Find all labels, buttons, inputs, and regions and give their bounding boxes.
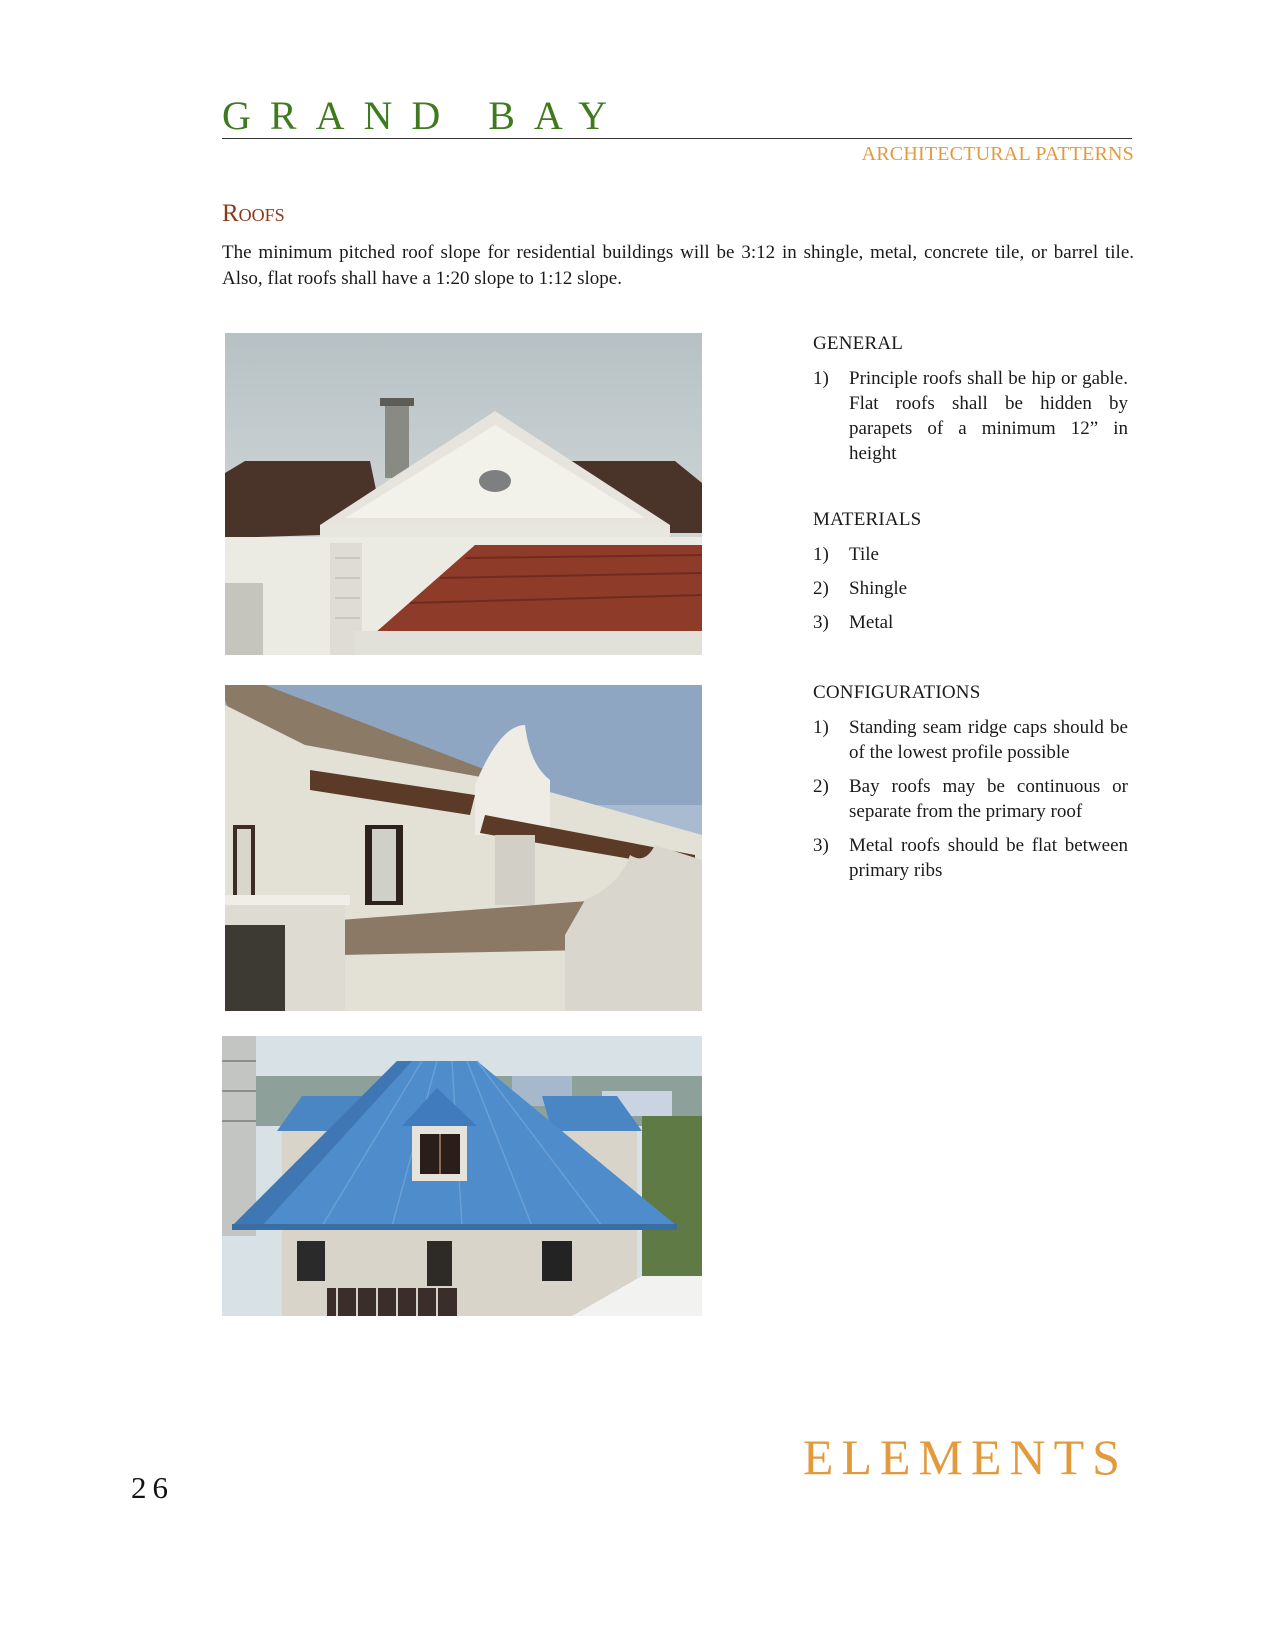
photo-metal-roof-house: [222, 1036, 702, 1316]
photo-tile-roof-gable: [225, 333, 702, 655]
list-item: [813, 366, 1128, 466]
list-number: 2): [813, 776, 829, 797]
section-intro: The minimum pitched roof slope for residential buildings will be 3:12 in shingle, metal, concrete tile, or barrel tile. Also, flat roofs shall have a 1:20 slope to 1:12 slope.: [222, 242, 1134, 289]
list-item: [813, 715, 1128, 765]
list-text: Standing seam ridge caps should be of the lowest profile possible: [849, 717, 1128, 763]
list-number: 3): [813, 612, 829, 633]
general-section: [813, 331, 1128, 475]
list-item: [813, 610, 1128, 635]
list-text: Tile: [849, 544, 879, 565]
photo-shingle-roof-dutch-gable: [225, 685, 702, 1011]
list-item: [813, 833, 1128, 883]
list-number: 1): [813, 544, 829, 565]
list-text: Principle roofs shall be hip or gable. Flat roofs shall be hidden by parapets of a minimum 12” in height: [849, 368, 1128, 464]
list-number: 3): [813, 835, 829, 856]
general-heading: GENERAL: [813, 333, 904, 354]
chapter-title: ELEMENTS: [802, 1429, 1128, 1485]
section-heading: Roofs: [222, 200, 285, 227]
document-subtitle: ARCHITECTURAL PATTERNS: [861, 143, 1134, 165]
list-text: Metal roofs should be flat between primary ribs: [849, 835, 1128, 881]
materials-section: [813, 507, 1128, 644]
list-text: Bay roofs may be continuous or separate from the primary roof: [849, 776, 1128, 822]
list-item: [813, 542, 1128, 567]
list-text: Metal: [849, 612, 894, 633]
list-number: 1): [813, 368, 829, 389]
list-number: 2): [813, 578, 829, 599]
materials-heading: MATERIALS: [813, 509, 922, 530]
configurations-heading: CONFIGURATIONS: [813, 682, 981, 703]
configurations-section: [813, 680, 1128, 892]
list-item: [813, 576, 1128, 601]
list-text: Shingle: [849, 578, 908, 599]
title-divider: [222, 138, 1132, 139]
document-title: GRAND BAY: [222, 93, 627, 138]
list-item: [813, 774, 1128, 824]
page-number: 26: [131, 1470, 174, 1505]
list-number: 1): [813, 717, 829, 738]
